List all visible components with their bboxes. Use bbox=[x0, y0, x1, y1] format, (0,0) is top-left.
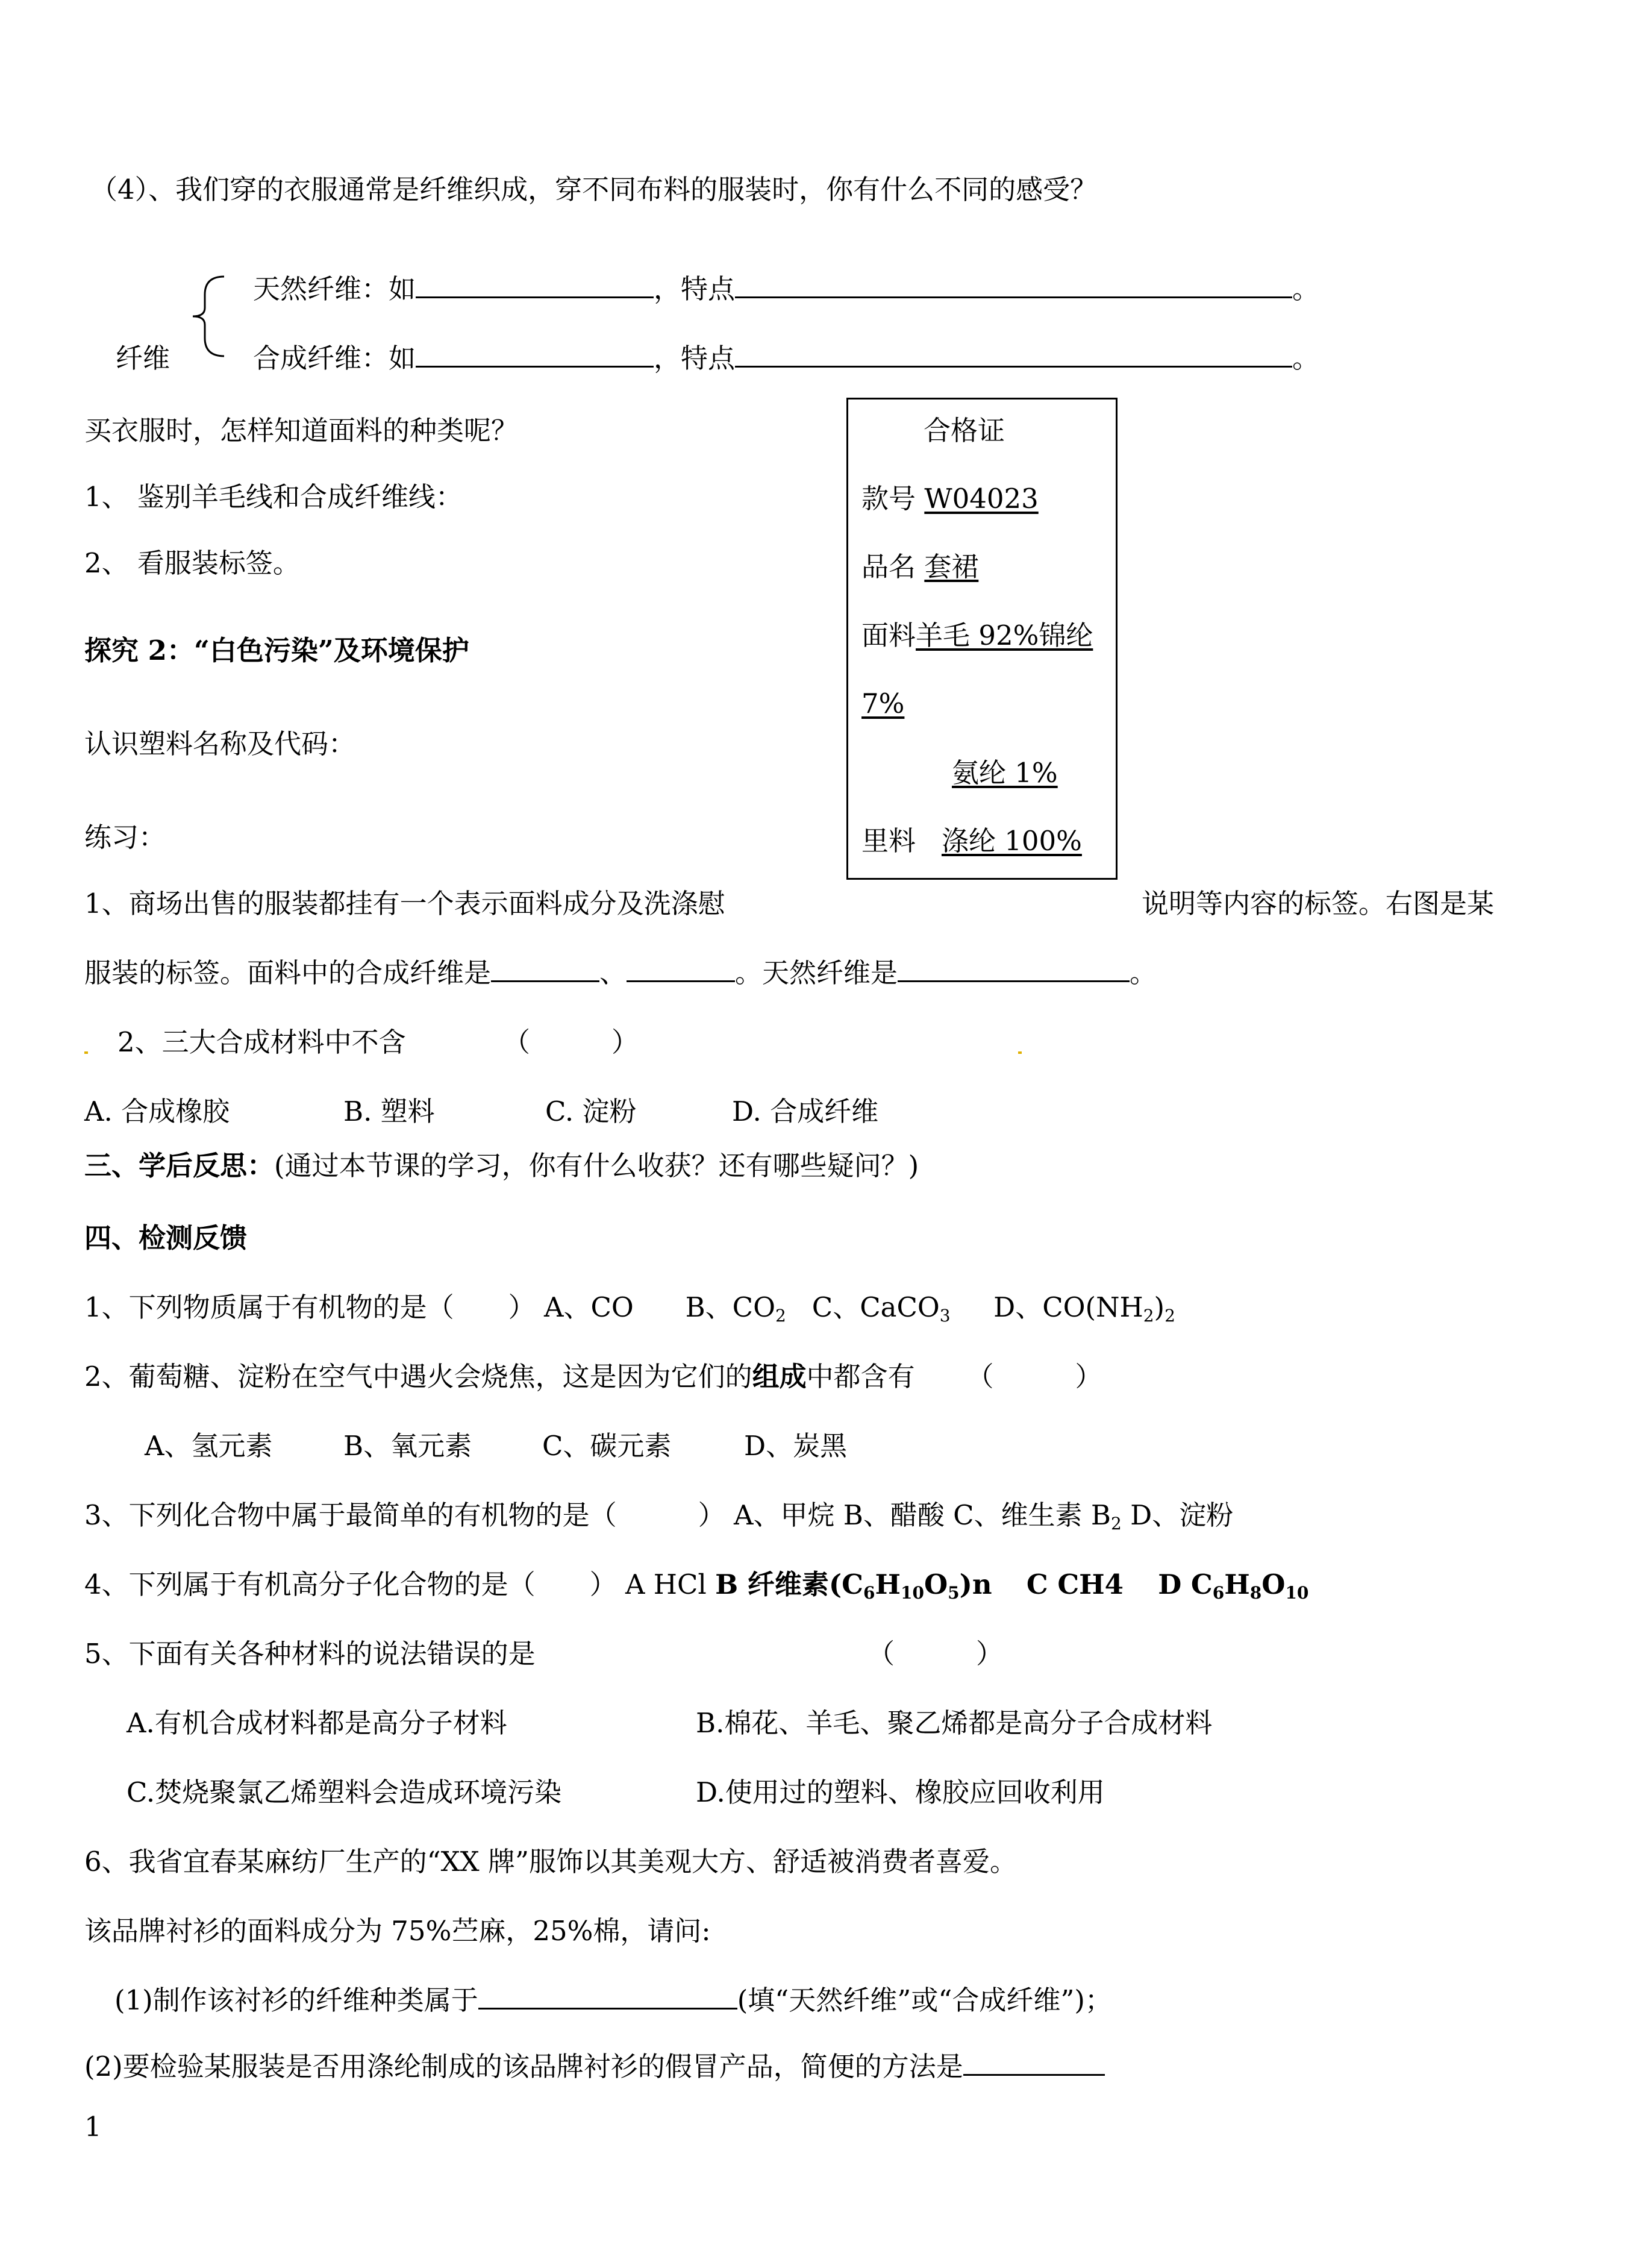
certificate-fabric-row bbox=[861, 618, 1093, 654]
q4-option-b-sub2: 10 bbox=[900, 1583, 924, 1603]
feedback-heading: 四、检测反馈 bbox=[84, 1222, 248, 1254]
q2-option-a: A、氢元素 bbox=[145, 1430, 273, 1462]
q4-option-c: C CH4 bbox=[1026, 1568, 1124, 1600]
name-value: 套裙 bbox=[924, 551, 979, 583]
q5-option-a: A.有机合成材料都是高分子材料 bbox=[127, 1707, 507, 1739]
q1-option-b bbox=[685, 1291, 786, 1326]
synthetic-fiber-label: 合成纤维：如 bbox=[253, 342, 416, 374]
buy-question: 买衣服时，怎样知道面料的种类呢？ bbox=[84, 415, 519, 446]
q4-option-b-h: H bbox=[875, 1568, 901, 1600]
q2-option-c: C、碳元素 bbox=[542, 1430, 672, 1462]
q2-option-d: D、炭黑 bbox=[744, 1430, 848, 1462]
q1-prompt: 1、下列物质属于有机物的是（ ） bbox=[84, 1291, 536, 1323]
natural-feature-blank[interactable] bbox=[735, 296, 1292, 298]
q1-option-d-text: D、CO(NH bbox=[993, 1291, 1143, 1323]
q4-option-d-text: D C bbox=[1158, 1568, 1213, 1600]
q4-option-b bbox=[715, 1568, 992, 1603]
q4-option-b-sub1: 6 bbox=[863, 1583, 875, 1603]
q4-prompt: （4）、我们穿的衣服通常是纤维织成，穿不同布料的服装时，你有什么不同的感受？ bbox=[90, 174, 1098, 205]
q5-option-d: D.使用过的塑料、橡胶应回收利用 bbox=[696, 1776, 1105, 1808]
q6-sub1-prompt: (1)制作该衬衫的纤维种类属于 bbox=[114, 1984, 478, 2016]
q4-option-b-text: B 纤维素(C bbox=[715, 1568, 863, 1600]
synthetic-fiber-row bbox=[253, 340, 1319, 377]
q5-option-c: C.焚烧聚氯乙烯塑料会造成环境污染 bbox=[127, 1776, 562, 1808]
q6-sub1 bbox=[114, 1982, 1112, 2019]
exercise1-end: 。 bbox=[1130, 957, 1157, 989]
exercise1-separator: 、 bbox=[599, 957, 627, 989]
reflection-text: (通过本节课的学习，你有什么收获？还有哪些疑问？) bbox=[274, 1150, 919, 1182]
natural-fiber-end: 。 bbox=[1292, 273, 1320, 305]
certificate-fabric-cont bbox=[861, 686, 904, 722]
q6-sub1-hint: (填“天然纤维”或“合成纤维”)； bbox=[737, 1984, 1112, 2016]
certificate-style-row bbox=[861, 481, 1039, 517]
q4-option-b-o: O bbox=[924, 1568, 948, 1600]
natural-answer-blank[interactable] bbox=[898, 980, 1130, 982]
reflection-row bbox=[84, 1148, 919, 1184]
natural-fiber-row bbox=[253, 271, 1319, 307]
q4-option-d bbox=[1158, 1568, 1309, 1603]
exercise1-line2 bbox=[84, 955, 1157, 991]
style-label: 款号 bbox=[861, 483, 916, 515]
q4-option-a: A HCl bbox=[625, 1568, 707, 1600]
fabric-value-2: 7% bbox=[861, 688, 905, 719]
exercise1-line1b: 说明等内容的标签。右图是某 bbox=[1142, 888, 1495, 919]
yellow-mark bbox=[84, 1051, 88, 1054]
certificate-lining-row bbox=[861, 823, 1082, 859]
q4-option-d-sub2: 8 bbox=[1249, 1583, 1262, 1603]
practice-label: 练习： bbox=[84, 821, 166, 853]
lining-value: 涤纶 100% bbox=[941, 825, 1082, 857]
lining-label: 里料 bbox=[861, 825, 916, 857]
q1-option-c-text: C、CaCO bbox=[811, 1291, 940, 1323]
q6-sub2-prompt: (2)要检验某服装是否用涤纶制成的该品牌衬衫的假冒产品，简便的方法是 bbox=[84, 2050, 963, 2082]
exercise2-prompt: 2、三大合成材料中不含 bbox=[117, 1026, 406, 1058]
feedback-q1 bbox=[84, 1289, 1175, 1326]
fiber-type-blank[interactable] bbox=[478, 2007, 737, 2010]
fabric-value-3: 氨纶 1% bbox=[952, 757, 1058, 789]
q3-options: A、甲烷 B、醋酸 C、维生素 B bbox=[733, 1499, 1111, 1531]
exercise1-natural-label: 。天然纤维是 bbox=[735, 957, 898, 989]
exercise2-option-c: C. 淀粉 bbox=[545, 1095, 637, 1127]
name-label: 品名 bbox=[861, 551, 916, 583]
certificate-label-box bbox=[846, 398, 1118, 880]
q1-option-b-sub: 2 bbox=[775, 1306, 786, 1326]
q1-option-d-sub2: 2 bbox=[1165, 1306, 1175, 1326]
q4-option-b-end: )n bbox=[959, 1568, 992, 1600]
synthetic-fiber-feature-label: ，特点 bbox=[654, 342, 736, 374]
q5-prompt: 5、下面有关各种材料的说法错误的是 bbox=[84, 1638, 536, 1670]
exercise2-option-b: B. 塑料 bbox=[343, 1095, 435, 1127]
q4-option-d-h: H bbox=[1224, 1568, 1250, 1600]
q2-prompt-bold: 组成 bbox=[752, 1361, 807, 1392]
style-value: W04023 bbox=[924, 483, 1039, 515]
fabric-value-1: 羊毛 92%锦纶 bbox=[916, 619, 1093, 651]
plastics-codes: 认识塑料名称及代码： bbox=[84, 728, 356, 760]
synthetic-fiber-end: 。 bbox=[1292, 342, 1320, 374]
q1-option-d-sub: 2 bbox=[1143, 1306, 1154, 1326]
certificate-title: 合格证 bbox=[924, 415, 1005, 446]
q4-option-d-sub1: 6 bbox=[1212, 1583, 1225, 1603]
q2-paren: （ ） bbox=[966, 1361, 1102, 1392]
q2-prompt-a: 2、葡萄糖、淀粉在空气中遇火会烧焦，这是因为它们的 bbox=[84, 1361, 752, 1392]
method-blank[interactable] bbox=[963, 2073, 1105, 2076]
synthetic-answer-blank-2[interactable] bbox=[627, 980, 735, 982]
q6-sub2 bbox=[84, 2049, 1105, 2085]
exercise1-line1a: 1、商场出售的服装都挂有一个表示面料成分及洗涤慰 bbox=[84, 888, 725, 919]
feedback-q4 bbox=[84, 1567, 1308, 1603]
feedback-q3 bbox=[84, 1497, 1233, 1533]
buy-step-1: 1、 鉴别羊毛线和合成纤维线： bbox=[84, 481, 463, 513]
exercise2-option-d: D. 合成纤维 bbox=[732, 1095, 879, 1127]
q1-option-a: A、CO bbox=[543, 1291, 634, 1323]
q4-option-d-o: O bbox=[1261, 1568, 1286, 1600]
exercise1-synthetic-label: 服装的标签。面料中的合成纤维是 bbox=[84, 957, 492, 989]
q1-option-d-close: ) bbox=[1154, 1291, 1165, 1323]
q1-option-c-sub: 3 bbox=[939, 1306, 951, 1326]
explore2-heading: 探究 2：“白色污染”及环境保护 bbox=[84, 634, 469, 666]
feedback-q2 bbox=[84, 1359, 1102, 1395]
fiber-category: 纤维 bbox=[116, 342, 170, 374]
natural-fiber-label: 天然纤维：如 bbox=[253, 273, 416, 305]
synthetic-answer-blank-1[interactable] bbox=[491, 980, 599, 982]
q3-prompt: 3、下列化合物中属于最简单的有机物的是（ ） bbox=[84, 1499, 725, 1531]
natural-fiber-blank[interactable] bbox=[416, 296, 654, 298]
page-number: 1 bbox=[84, 2111, 102, 2143]
q4-option-d-sub3: 10 bbox=[1285, 1583, 1309, 1603]
q3-option-d: D、淀粉 bbox=[1130, 1499, 1234, 1531]
natural-fiber-feature-label: ，特点 bbox=[654, 273, 736, 305]
certificate-fabric-cont-2 bbox=[952, 755, 1058, 791]
buy-step-2: 2、 看服装标签。 bbox=[84, 547, 300, 579]
synthetic-feature-blank[interactable] bbox=[735, 365, 1292, 368]
q1-option-c bbox=[811, 1291, 951, 1326]
q6-line2: 该品牌衬衫的面料成分为 75%苎麻，25%棉，请问: bbox=[84, 1915, 711, 1947]
q2-prompt-b: 中都含有 bbox=[806, 1361, 915, 1392]
q3-sub: 2 bbox=[1110, 1514, 1122, 1533]
yellow-mark bbox=[1018, 1051, 1022, 1054]
brace-icon bbox=[187, 274, 229, 359]
reflection-heading: 三、学后反思： bbox=[84, 1150, 275, 1182]
synthetic-fiber-blank[interactable] bbox=[416, 365, 654, 368]
fabric-label: 面料 bbox=[861, 619, 916, 651]
q5-option-b: B.棉花、羊毛、聚乙烯都是高分子合成材料 bbox=[696, 1707, 1213, 1739]
certificate-name-row bbox=[861, 549, 978, 585]
exercise2-option-a: A. 合成橡胶 bbox=[84, 1095, 230, 1127]
q1-option-b-text: B、CO bbox=[685, 1291, 776, 1323]
q6-line1: 6、我省宜春某麻纺厂生产的“XX 牌”服饰以其美观大方、舒适被消费者喜爱。 bbox=[84, 1846, 1018, 1878]
q5-paren: （ ） bbox=[868, 1638, 1004, 1670]
q1-option-d bbox=[993, 1291, 1175, 1326]
q4-option-b-sub3: 5 bbox=[948, 1583, 960, 1603]
exercise2-paren: （ ） bbox=[503, 1026, 639, 1058]
q2-option-b: B、氧元素 bbox=[343, 1430, 472, 1462]
q4-prompt: 4、下列属于有机高分子化合物的是（ ） bbox=[84, 1568, 617, 1600]
